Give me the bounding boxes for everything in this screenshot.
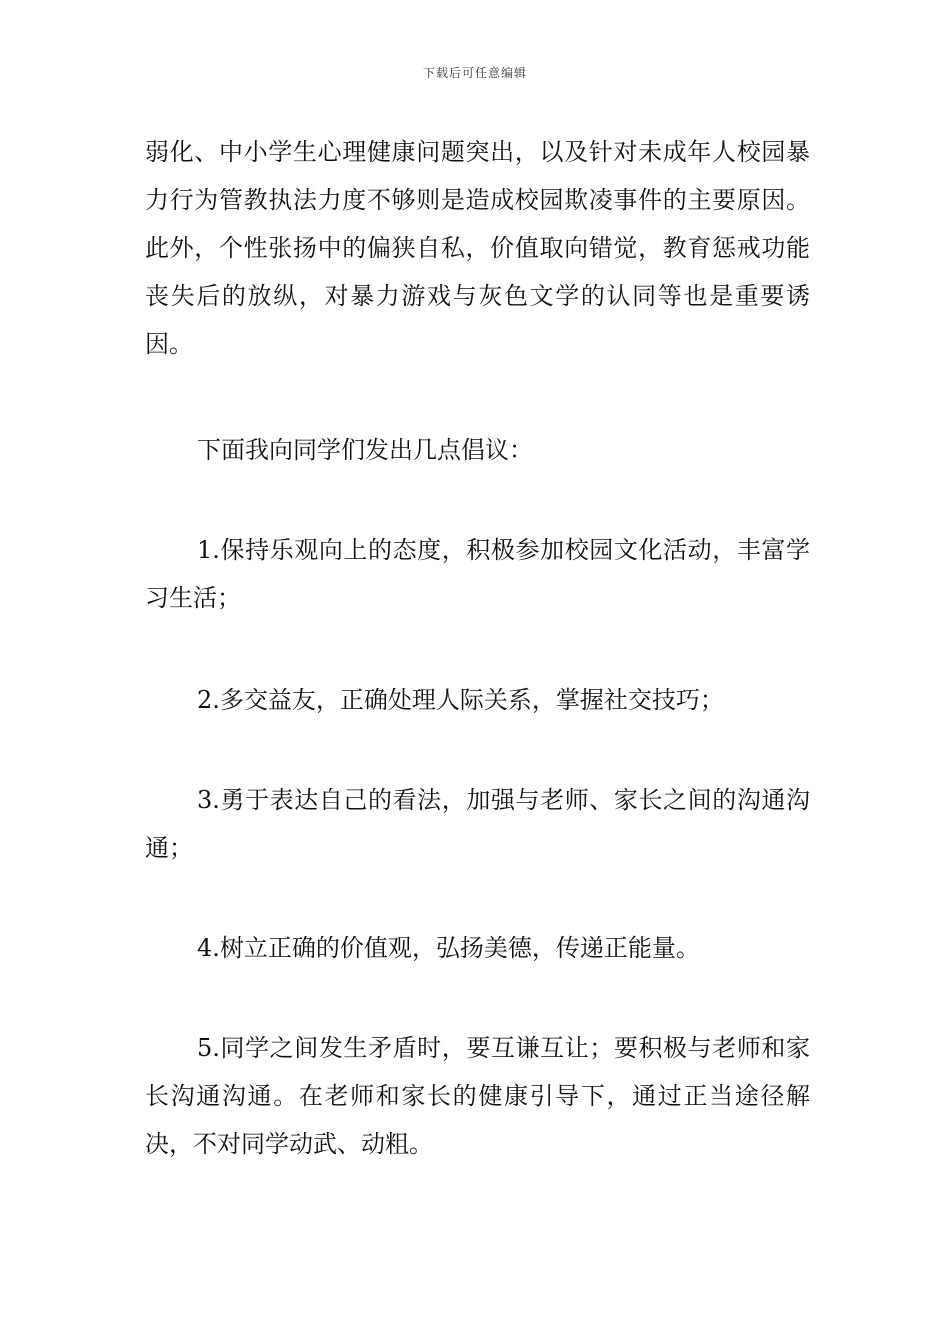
proposal-item-5: 5.同学之间发生矛盾时，要互谦互让；要积极与老师和家长沟通沟通。在老师和家长的健康引导下，通过正当途径解决，不对同学动武、动粗。 [145,1034,810,1158]
paragraph-causes: 弱化、中小学生心理健康问题突出，以及针对未成年人校园暴力行为管教执法力度不够则是造成校园欺凌事件的主要原因。此外，个性张扬中的偏狭自私，价值取向错觉，教育惩戒功能丧失后的放纵，对暴力游戏与灰色文学的认同等也是重要诱因。 [145,138,810,358]
proposal-item-4: 4.树立正确的价值观，弘扬美德，传递正能量。 [197,934,700,962]
proposal-item-3: 3.勇于表达自己的看法，加强与老师、家长之间的沟通沟通； [145,786,810,862]
proposal-item-1: 1.保持乐观向上的态度，积极参加校园文化活动，丰富学习生活； [145,536,810,612]
paragraph-proposal-intro: 下面我向同学们发出几点倡议： [197,436,533,464]
page-header-note: 下载后可任意编辑 [422,66,527,80]
proposal-item-2: 2.多交益友，正确处理人际关系，掌握社交技巧； [197,686,724,714]
